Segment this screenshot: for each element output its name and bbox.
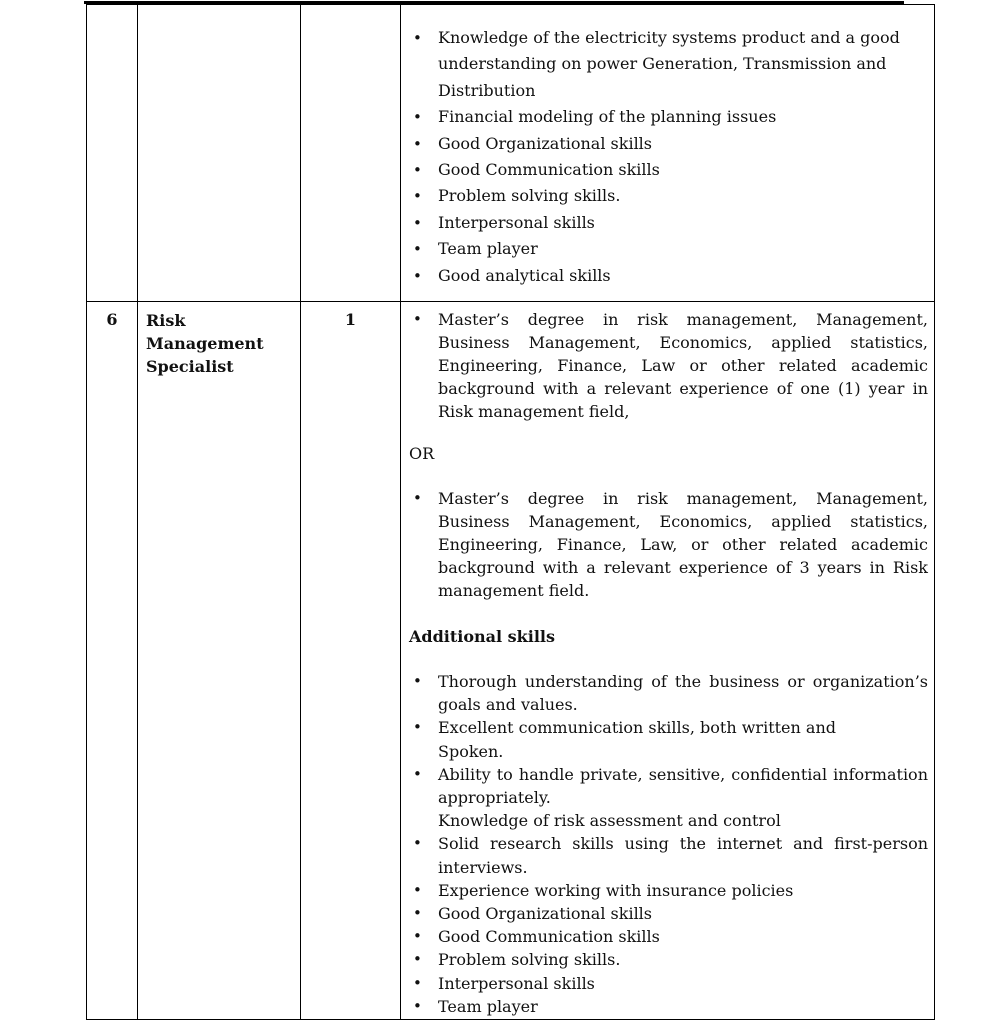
position-cell <box>138 5 301 302</box>
list-item: • Solid research skills using the internet and first-person interviews. <box>409 832 928 878</box>
qualification-list <box>409 308 928 423</box>
additional-skills-heading: Additional skills <box>409 627 555 646</box>
list-item: • Thorough understanding of the business or organization’s goals and values. <box>409 670 928 716</box>
list-item: • Financial modeling of the planning issues <box>409 104 928 130</box>
qualification-list <box>409 487 928 602</box>
quantity-cell <box>301 5 401 302</box>
list-item: • Good Organizational skills <box>409 902 928 925</box>
table-row <box>87 5 935 302</box>
table-row <box>87 302 935 1020</box>
list-item: • Good analytical skills <box>409 263 928 289</box>
list-item: Spoken. <box>438 741 504 761</box>
list-item: • Interpersonal skills <box>409 210 928 236</box>
list-item: • Good Organizational skills <box>409 131 928 157</box>
list-item: • Ability to handle private, sensitive, confidential information appropriately. <box>409 763 928 809</box>
list-item: • Good Communication skills <box>409 925 928 948</box>
skills-list <box>409 670 928 1018</box>
requirements-cell <box>401 5 935 302</box>
requirements-list <box>401 5 934 289</box>
list-item: • Problem solving skills. <box>409 183 928 209</box>
qualification-option-1: • Master’s degree in risk management, Management, Business Management, Economics, applied statistics, Engineering, Finance, Law or other related academic background with a relevant experience of one (1) year in Risk management field, <box>409 308 928 423</box>
position-quantity: 1 <box>301 302 401 1020</box>
number-cell <box>87 5 138 302</box>
row-number: 6 <box>87 302 138 1020</box>
list-item: • Good Communication skills <box>409 157 928 183</box>
list-item: • Team player <box>409 995 928 1018</box>
position-title: Risk Management Specialist <box>138 302 301 1020</box>
list-item: • Team player <box>409 236 928 262</box>
list-item: • Interpersonal skills <box>409 972 928 995</box>
qualification-option-2: • Master’s degree in risk management, Management, Business Management, Economics, applied statistics, Engineering, Finance, Law, or other related academic background with a relevant experience of 3 years in Risk management field. <box>409 487 928 602</box>
or-separator: OR <box>409 444 435 463</box>
list-item: • Excellent communication skills, both written and <box>409 716 928 739</box>
requirements-cell <box>401 302 935 1020</box>
requirements-table <box>86 4 935 1020</box>
list-item: • Problem solving skills. <box>409 948 928 971</box>
list-item: • Experience working with insurance policies <box>409 879 928 902</box>
list-item: • Knowledge of the electricity systems product and a good understanding on power Generation, Transmission and Distribution <box>409 25 928 104</box>
list-item: Knowledge of risk assessment and control <box>438 811 781 831</box>
